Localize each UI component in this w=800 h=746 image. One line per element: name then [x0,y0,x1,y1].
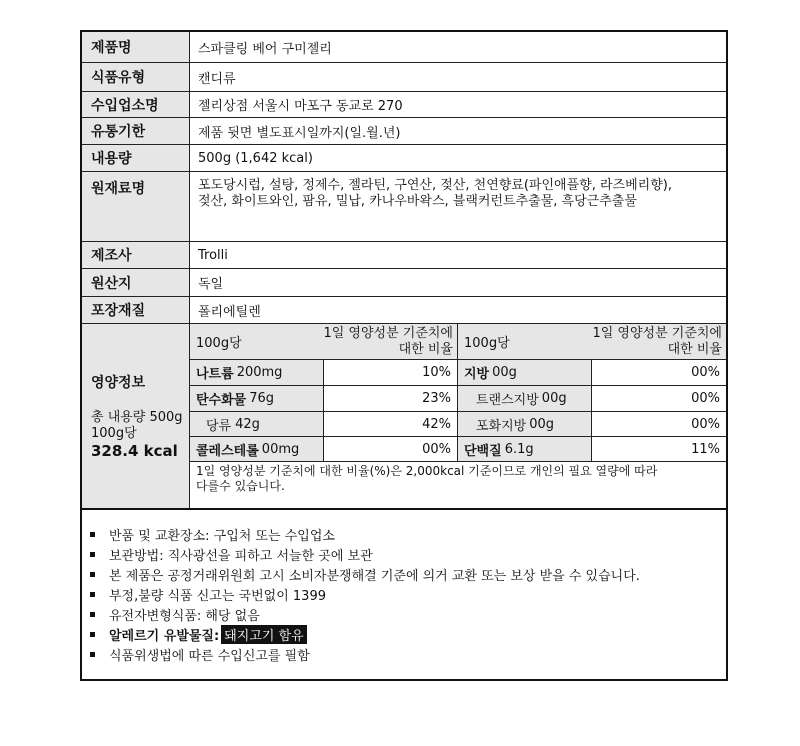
pct-protein: 11% [592,437,726,462]
row-label: 유통기한 [82,118,190,144]
bullet-icon [90,652,95,657]
header-left [190,324,458,360]
nutrition-note [190,462,726,498]
bullet-icon [90,592,95,597]
row-label: 제조사 [82,242,190,268]
allergy-value: 돼지고기 함유 [221,625,306,644]
header-dv-1: 1일 영양성분 기준치에 [592,326,722,341]
row-ingredients [82,172,726,242]
header-dv-1: 1일 영양성분 기준치에 [323,326,453,341]
nutrient-protein: 단백질 6.1g [458,437,592,462]
row-volume [82,145,726,172]
list-item: 유전자변형식품: 해당 없음 [90,604,726,624]
row-value: 폴리에틸렌 [198,304,261,320]
row-value: 스파클링 베어 구미젤리 [198,41,332,57]
pct-fat: 00% [592,360,726,386]
pct-sodium: 10% [324,360,458,386]
header-per: 100g당 [464,336,510,351]
list-item: 반품 및 교환장소: 구입처 또는 수입업소 [90,524,726,544]
nutrition-table [190,324,726,510]
list-item: 부정,불량 식품 신고는 국번없이 1399 [90,584,726,604]
nutrient-carbs: 탄수화물 76g [190,386,324,412]
nutrition-kcal: 328.4 kcal [91,442,178,460]
label-frame [80,30,728,681]
nutrition-note-1: 1일 영양성분 기준치에 대한 비율(%)은 2,000kcal 기준이므로 개인의 필요 열량에 따라 [196,464,658,478]
pct-cholesterol: 00% [324,437,458,462]
row-label: 제품명 [82,32,190,62]
ingredients-line-2: 젖산, 화이트와인, 팜유, 밀납, 카나우바왁스, 블랙커런트추출물, 흑당근추출물 [198,194,637,209]
pct-sat-fat: 00% [592,412,726,437]
row-importer [82,92,726,118]
list-item: 본 제품은 공정거래위원회 고시 소비자분쟁해결 기준에 의거 교환 또는 보상 받을 수 있습니다. [90,564,726,584]
header-per: 100g당 [196,336,242,351]
nutrition-title: 영양정보 [91,375,146,391]
nutrient-fat: 지방 00g [458,360,592,386]
nutrition-per: 100g당 [91,426,137,441]
row-label: 원재료명 [82,172,190,241]
bullet-icon [90,632,95,637]
row-value [190,172,726,241]
bullet-icon [90,612,95,617]
row-value: Trolli [198,247,228,263]
list-item: 식품위생법에 따른 수입신고를 필함 [90,644,726,664]
row-origin [82,269,726,297]
nutrition-total: 총 내용량 500g [91,410,183,425]
row-type [82,63,726,92]
nutrition-label [82,324,190,508]
row-packaging [82,297,726,324]
nutrient-sat-fat: 포화지방 00g [458,412,592,437]
row-label: 식품유형 [82,63,190,91]
row-value: 500g (1,642 kcal) [198,150,313,166]
pct-trans-fat: 00% [592,386,726,412]
pct-sugar: 42% [324,412,458,437]
row-expiry [82,118,726,145]
allergy-item [90,624,726,644]
row-value: 제품 뒷면 별도표시일까지(일.월.년) [198,125,401,141]
allergy-label: 알레르기 유발물질: [109,628,220,644]
pct-carbs: 23% [324,386,458,412]
nutrient-cholesterol: 콜레스테롤 00mg [190,437,324,462]
nutrient-sugar: 당류 42g [190,412,324,437]
row-name [82,32,726,63]
row-label: 수입업소명 [82,92,190,117]
row-maker [82,242,726,269]
bullet-icon [90,532,95,537]
notes-section [82,524,726,664]
header-dv-2: 대한 비율 [667,342,722,357]
header-dv-2: 대한 비율 [398,342,453,357]
row-label: 포장재질 [82,297,190,323]
row-value: 젤리상점 서울시 마포구 동교로 270 [198,99,403,114]
nutrition-note-2: 다를수 있습니다. [196,479,285,493]
list-item: 보관방법: 직사광선을 피하고 서늘한 곳에 보관 [90,544,726,564]
row-label: 내용량 [82,145,190,171]
row-label: 원산지 [82,269,190,296]
row-value: 캔디류 [198,71,236,87]
bullet-icon [90,572,95,577]
header-right [458,324,726,360]
nutrition-section [82,324,726,510]
nutrient-sodium: 나트륨 200mg [190,360,324,386]
bullet-icon [90,552,95,557]
ingredients-line-1: 포도당시럽, 설탕, 정제수, 젤라틴, 구연산, 젖산, 천연향료(파인애플향, 라즈베리향), [198,178,672,193]
row-value: 독일 [198,277,224,292]
nutrient-trans-fat: 트랜스지방 00g [458,386,592,412]
